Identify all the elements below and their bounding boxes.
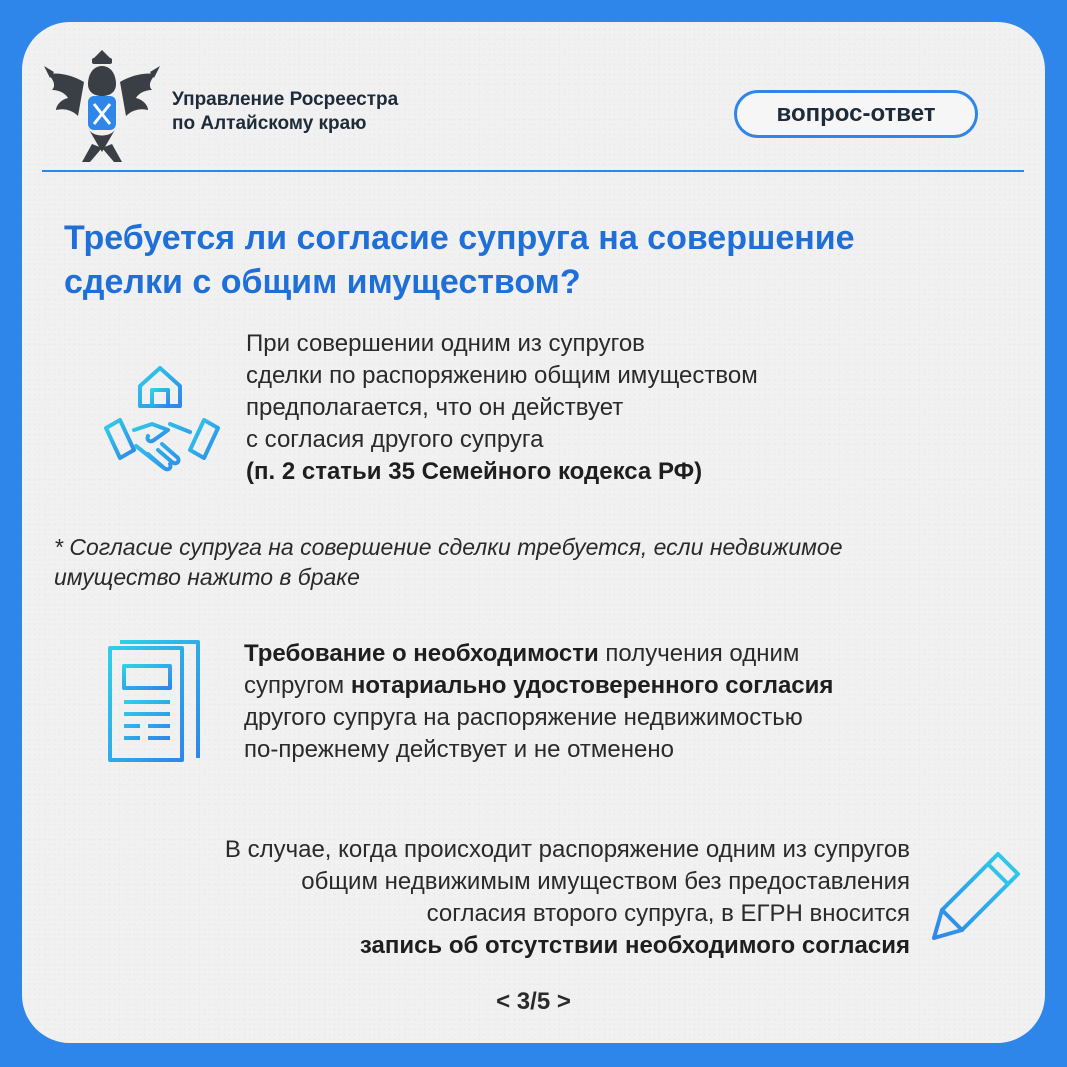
slide-card (22, 22, 1045, 1043)
org-name-line1: Управление Росреестра (172, 89, 399, 110)
b2-line1-rest: получения одним (598, 640, 800, 667)
b2-line1 (244, 638, 1024, 670)
b2-line1-bold: Требование о необходимости (244, 640, 599, 667)
org-name-line2: по Алтайскому краю (172, 113, 367, 134)
b2-line2-bold: нотариально удостоверенного согласия (350, 672, 834, 699)
egrn-record-text (62, 834, 910, 962)
b3-line: В случае, когда происходит распоряжение одним из супругов (224, 836, 910, 863)
pencil-icon (920, 848, 1028, 952)
footnote (54, 532, 1034, 592)
b2-line2 (244, 670, 1024, 702)
title-line2: сделки с общим имуществом? (64, 263, 581, 301)
page-title (64, 216, 1024, 304)
category-badge: вопрос-ответ (734, 90, 978, 138)
law-reference: (п. 2 статьи 35 Семейного кодекса РФ) (246, 458, 703, 485)
b2-line2-pre: супругом (244, 672, 351, 699)
org-name (172, 88, 398, 136)
b2-line4: по-прежнему действует и не отменено (244, 736, 674, 763)
notarial-requirement-text (244, 638, 1024, 766)
footnote-line2: имущество нажито в браке (54, 564, 360, 590)
title-line1: Требуется ли согласие супруга на совершение (64, 219, 855, 257)
footnote-line1: * Согласие супруга на совершение сделки требуется, если недвижимое (54, 534, 843, 560)
b1-line: предполагается, что он действует (246, 394, 624, 421)
b1-line: сделки по распоряжению общим имуществом (246, 362, 758, 389)
header-divider (42, 170, 1024, 172)
b3-bold-line: запись об отсутствии необходимого согласия (359, 932, 910, 959)
page-indicator: < 3/5 > (496, 988, 571, 1015)
b3-line: согласия второго супруга, в ЕГРН вносится (426, 900, 910, 927)
b3-line: общим недвижимым имуществом без предоставления (301, 868, 910, 895)
consent-presumption-text (246, 328, 966, 488)
handshake-house-icon (100, 342, 224, 482)
b1-line: с согласия другого супруга (246, 426, 544, 453)
b2-line3: другого супруга на распоряжение недвижимостью (244, 704, 803, 731)
b1-line: При совершении одним из супругов (246, 330, 645, 357)
eagle-emblem-icon (32, 32, 172, 182)
documents-icon (104, 640, 204, 770)
